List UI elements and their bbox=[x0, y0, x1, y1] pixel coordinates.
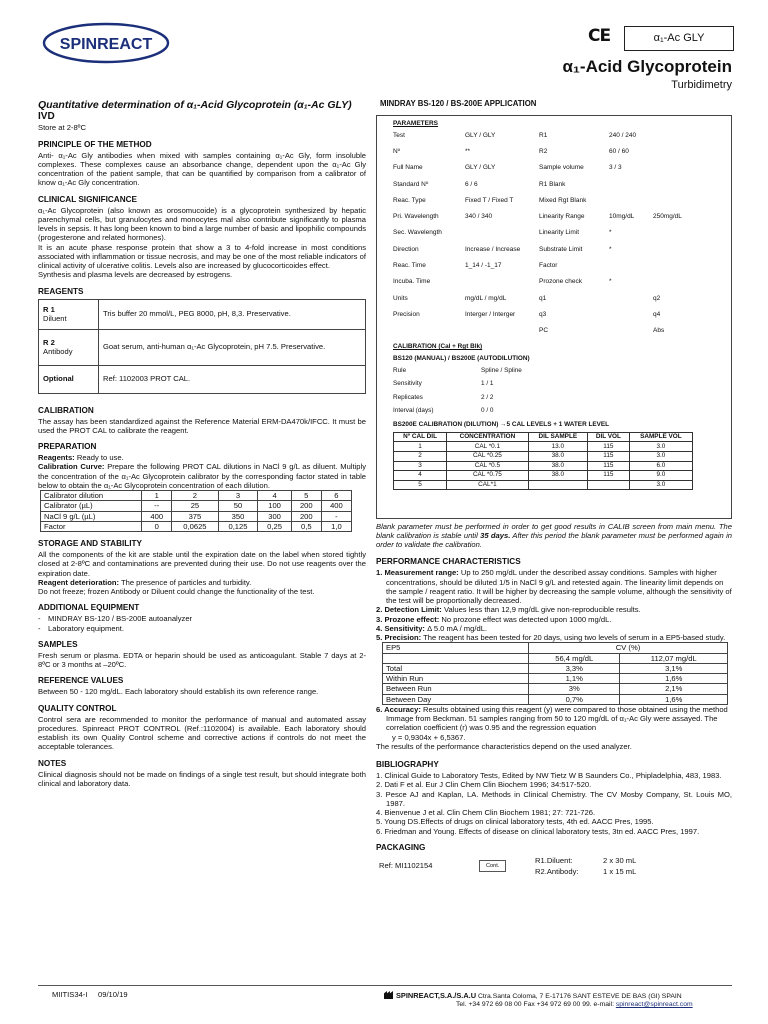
cv-cell: 2,1% bbox=[620, 684, 728, 694]
parameters-heading: PARAMETERS bbox=[393, 119, 439, 127]
blank-note-text: Blank parameter must be performed in order to get good results in CALIB screen from main menu. The blank calibration is stable until bbox=[376, 521, 732, 540]
reagent-name: Diluent bbox=[43, 314, 67, 323]
list-item: 6. Friedman and Young. Effects of disease on clinical laboratory tests, 3tn ed. AACC Pres, 1997. bbox=[376, 826, 700, 836]
cal-dil-cell: 6.0 bbox=[629, 461, 692, 471]
packaging-cont: Cont. bbox=[479, 860, 506, 873]
cal-value: Spline / Spline bbox=[481, 366, 522, 374]
param-cell: Pri. Wavelength bbox=[393, 213, 439, 221]
list-item: - Laboratory equipment. bbox=[38, 624, 366, 633]
reagents-heading: REAGENTS bbox=[38, 286, 84, 296]
footer-reference: MIITIS34-I 09/10/19 bbox=[52, 990, 128, 999]
company-contact: Tel. +34 972 69 08 00 Fax +34 972 69 00 99. e-mail: bbox=[456, 1001, 616, 1009]
cal-dil-cell: CAL *0.1 bbox=[447, 442, 529, 452]
regression-equation: y = 0,9304x + 6,5367. bbox=[392, 732, 466, 742]
packaging-qty: 1 x 15 mL bbox=[603, 867, 637, 876]
cv-cell: 3% bbox=[529, 684, 620, 694]
product-code-box bbox=[624, 26, 734, 51]
perf-label: 5. Precision: bbox=[376, 633, 422, 642]
equipment-heading: ADDITIONAL EQUIPMENT bbox=[38, 603, 140, 613]
precision-table bbox=[382, 642, 728, 705]
dil-cell: 350 bbox=[218, 511, 258, 521]
table-row bbox=[394, 451, 693, 461]
list-item bbox=[376, 624, 732, 633]
param-cell: q4 bbox=[653, 310, 661, 318]
accuracy-list bbox=[376, 705, 732, 733]
cal-label: Interval (days) bbox=[393, 407, 434, 415]
param-cell: 60 / 60 bbox=[609, 147, 629, 155]
cal-dil-cell: 3.0 bbox=[629, 480, 692, 490]
freeze-text: Do not freeze; frozen Antibody or Diluent could change the functionality of the test. bbox=[38, 587, 315, 596]
param-cell bbox=[653, 176, 725, 192]
reagent-desc: Goat serum, anti-human α₁-Ac Glycoprotein, pH 7.5. Preservative. bbox=[99, 329, 366, 365]
svg-text:SPINREACT: SPINREACT bbox=[59, 36, 153, 53]
cv-cell: 1,6% bbox=[620, 694, 728, 704]
cal-dil-cell bbox=[528, 480, 587, 490]
product-code: α₁-Ac GLY bbox=[653, 31, 705, 44]
dil-cell: 0,0625 bbox=[172, 521, 218, 531]
performance-list bbox=[376, 568, 732, 642]
cv-cell: 0,7% bbox=[529, 694, 620, 704]
dil-cell: 375 bbox=[172, 511, 218, 521]
cal-dil-cell: 3.0 bbox=[629, 451, 692, 461]
list-item: 1. Clinical Guide to Laboratory Tests, Edited by NW Tietz W B Saunders Co., Phipladelphia, 483, 1983. bbox=[376, 771, 722, 780]
param-cell bbox=[609, 258, 653, 274]
reagent-code: R 2 bbox=[43, 337, 55, 347]
cv-sub: 112,07 mg/dL bbox=[620, 653, 728, 663]
param-cell: Abs bbox=[653, 327, 665, 335]
cv-cell: Between Day bbox=[383, 694, 529, 704]
packaging-table bbox=[376, 855, 716, 878]
dil-cell: 0 bbox=[142, 521, 172, 531]
cv-cell: Total bbox=[383, 663, 529, 673]
param-cell: PC bbox=[539, 327, 549, 335]
clinical-text-2: It is an acute phase response protein that show a 3 to 4-fold increase in most conditions associated with inflammation or tissue necrosis, and may be one of the most reliable indicators of clinical activity of ulcerative colitis. Levels also are increased by glucocorticoides effect. bbox=[38, 242, 366, 270]
param-cell: Sample volume bbox=[539, 164, 584, 172]
accuracy-text: Results obtained using this reagent (y) were compared to those obtained using the method Immage from Beckman. 51 samples ranging from 50 to 120 mg/dL of α₁-Ac Gly were assayed. The correlation coefficient (r) was 0.95 and the regression equation bbox=[386, 704, 728, 733]
param-cell bbox=[393, 323, 465, 339]
parameters-table bbox=[393, 127, 725, 339]
table-row bbox=[393, 160, 725, 176]
cal-dil-cell: 1 bbox=[394, 442, 447, 452]
clinical-heading: CLINICAL SIGNIFICANCE bbox=[38, 194, 138, 204]
cal-dil-cell: CAL*1 bbox=[447, 480, 529, 490]
cal-dil-cell: 4 bbox=[394, 471, 447, 481]
cal-dil-cell: DIL SAMPLE bbox=[528, 432, 587, 442]
dil-cell: 3 bbox=[218, 491, 258, 501]
list-item: 4. Bienvenue J et al. Clin Chem Clin Biochem 1981; 27: 721-726. bbox=[376, 808, 596, 817]
packaging-heading: PACKAGING bbox=[376, 842, 426, 852]
cv-head: EP5 bbox=[383, 643, 529, 653]
dil-cell: -- bbox=[142, 501, 172, 511]
param-cell: q3 bbox=[539, 310, 547, 318]
param-cell bbox=[653, 144, 725, 160]
param-cell bbox=[465, 225, 539, 241]
right-column bbox=[376, 99, 732, 877]
dil-cell: 400 bbox=[321, 501, 351, 511]
cal-value: 2 / 2 bbox=[481, 393, 494, 401]
param-cell bbox=[609, 193, 653, 209]
company-email[interactable]: spinreact@spinreact.com bbox=[615, 1001, 693, 1009]
param-cell: Interger / Interger bbox=[465, 310, 516, 318]
param-cell: 6 / 6 bbox=[465, 180, 478, 188]
prep-curve-text: Prepare the following PROT CAL dilutions in NaCl 9 g/L as diluent. Multiply the concentration of the α₁-Ac Glycoprotein calibrator by the corresponding factor stated in table below to obtain the α₁-Ac Glycoprotein concentration of each dilution. bbox=[38, 462, 366, 490]
cal-dil-cell: 115 bbox=[588, 451, 630, 461]
notes-heading: NOTES bbox=[38, 758, 67, 768]
param-cell bbox=[653, 160, 725, 176]
dil-cell: 300 bbox=[258, 511, 291, 521]
dil-cell: 4 bbox=[258, 491, 291, 501]
cal-dil-cell: 38.0 bbox=[528, 471, 587, 481]
param-cell: GLY / GLY bbox=[465, 164, 496, 172]
cal-label: Rule bbox=[393, 366, 407, 374]
perf-label: 4. Sensitivity: bbox=[376, 623, 425, 633]
param-cell: Mixed Rgt Blank bbox=[539, 196, 587, 204]
table-row bbox=[394, 432, 693, 442]
list-item: - MINDRAY BS-120 / BS-200E autoanalyzer bbox=[38, 614, 366, 623]
param-cell bbox=[653, 225, 725, 241]
application-heading: MINDRAY BS-120 / BS-200E APPLICATION bbox=[380, 99, 537, 108]
calibration-dilution-table bbox=[393, 432, 693, 491]
param-cell: R1 Blank bbox=[539, 180, 566, 188]
dil-cell: 0,5 bbox=[291, 521, 321, 531]
param-cell: 3 / 3 bbox=[609, 164, 622, 172]
param-cell bbox=[609, 176, 653, 192]
cal-value: 1 / 1 bbox=[481, 380, 494, 388]
param-cell: 340 / 340 bbox=[465, 213, 493, 221]
dil-cell: 200 bbox=[291, 511, 321, 521]
reagent-code: R 1 bbox=[43, 304, 55, 314]
cal-dil-cell: CAL *0.5 bbox=[447, 461, 529, 471]
dil-cell: - bbox=[321, 511, 351, 521]
list-item bbox=[376, 605, 732, 614]
parameters-box bbox=[376, 115, 732, 519]
samples-heading: SAMPLES bbox=[38, 639, 78, 649]
deterioration-label: Reagent deterioration: bbox=[38, 577, 120, 587]
param-cell: 250mg/dL bbox=[653, 213, 682, 221]
param-cell: Standard Nº bbox=[393, 180, 429, 188]
param-cell bbox=[609, 307, 653, 323]
table-row bbox=[383, 674, 728, 684]
preparation-heading: PREPARATION bbox=[38, 442, 97, 451]
param-cell: Incuba. Time bbox=[393, 278, 431, 286]
notes-text: Clinical diagnosis should not be made on findings of a single test result, but should integrate both clinical and laboratory data. bbox=[38, 769, 366, 788]
footer-rule bbox=[38, 985, 732, 986]
table-row bbox=[41, 491, 352, 501]
list-item: 2. Dati F et al. Eur J Clin Chem Clin Biochem 1996; 34:517-520. bbox=[376, 780, 592, 790]
table-row bbox=[393, 242, 725, 258]
table-row bbox=[383, 694, 728, 704]
performance-heading: PERFORMANCE CHARACTERISTICS bbox=[376, 557, 521, 567]
list-item bbox=[376, 568, 732, 605]
param-cell: q2 bbox=[653, 294, 661, 302]
calibration-text: The assay has been standardized against the Reference Material ERM-DA470k/IFCC. It must be used the PROT CAL to calibrate the reagent. bbox=[38, 416, 366, 435]
table-row bbox=[393, 391, 593, 405]
lead-heading: Quantitative determination of α₁-Acid Glycoprotein (α₁-Ac GLY) bbox=[38, 99, 352, 111]
packaging-ref: Ref: MI1102154 bbox=[379, 861, 433, 871]
perf-text: Up to 250 mg/dL under the described assay conditions. Samples with higher concentrations, should be diluted 1/5 in NaCl 9 g/L and retested again. The linearity limit depends on the sample / reagent ratio. It will be higher by decreasing the sample volume, although the sensitivity of the test will be proportionally decreased. bbox=[386, 568, 732, 605]
perf-text: Δ 5.0 mA / mg/dL. bbox=[424, 623, 488, 633]
cv-sub bbox=[383, 653, 529, 663]
packaging-qty: 2 x 30 mL bbox=[603, 855, 637, 865]
equipment-list bbox=[38, 614, 366, 633]
param-cell: Reac. Time bbox=[393, 261, 426, 269]
param-cell: R2 bbox=[539, 147, 548, 155]
table-row bbox=[393, 323, 725, 339]
qc-heading: QUALITY CONTROL bbox=[38, 703, 117, 713]
dil-cell: 25 bbox=[172, 501, 218, 511]
cal-dil-cell: 38.0 bbox=[528, 461, 587, 471]
param-cell bbox=[609, 290, 653, 306]
table-row bbox=[393, 176, 725, 192]
reagent-code: Optional bbox=[43, 374, 74, 384]
principle-text: Anti- α₁-Ac Gly antibodies when mixed with samples containing α₁-Ac Gly, form insoluble complexes. These complexes cause an absorbance change, dependent upon the α₁-Ac Gly concentration of the patient sample, that can be quantified by comparison from a calibrator of know α₁-Ac Gly concentration. bbox=[38, 150, 366, 188]
calibration-box-heading: CALIBRATION (Cal + Rgt Blk) bbox=[393, 343, 483, 351]
cv-cell: Between Run bbox=[383, 684, 529, 694]
table-row bbox=[393, 404, 593, 418]
table-row bbox=[393, 307, 725, 323]
cal-dil-cell: 3 bbox=[394, 461, 447, 471]
cal-label: Replicates bbox=[393, 393, 423, 401]
document-title: α₁-Acid Glycoprotein bbox=[562, 57, 732, 76]
reagent-name: Antibody bbox=[43, 347, 73, 356]
cal-dil-cell: 5 bbox=[394, 480, 447, 490]
dil-cell: 5 bbox=[291, 491, 321, 501]
table-row bbox=[393, 364, 593, 378]
param-cell: Direction bbox=[393, 245, 419, 253]
performance-note: The results of the performance characteristics depend on the used analyzer. bbox=[376, 741, 632, 751]
prep-reagents-text: Ready to use. bbox=[74, 453, 124, 462]
packaging-item: R1.Diluent: bbox=[535, 855, 573, 865]
table-row bbox=[394, 471, 693, 481]
cv-cell: 3,1% bbox=[620, 663, 728, 673]
param-cell bbox=[653, 242, 725, 258]
param-cell: ** bbox=[465, 147, 471, 155]
factory-icon bbox=[384, 991, 393, 999]
reference-heading: REFERENCE VALUES bbox=[38, 676, 124, 686]
table-row bbox=[393, 274, 725, 290]
perf-text: Values less than 12,9 mg/dL give non-reproducible results. bbox=[441, 605, 641, 615]
table-row bbox=[41, 501, 352, 511]
table-row bbox=[393, 144, 725, 160]
cal-dil-cell: 38.0 bbox=[528, 451, 587, 461]
cv-cell: 1,6% bbox=[620, 674, 728, 684]
dil-cell: 1 bbox=[142, 491, 172, 501]
table-row bbox=[393, 127, 725, 143]
table-row bbox=[383, 663, 728, 673]
qc-text: Control sera are recommended to monitor the performance of manual and automated assay procedures. Spinreact PROT CONTROL (Ref.:1102004) is available. Each laboratory should establish its own Quality Control scheme and corrective actions if controls do not meet the acceptable tolerances. bbox=[38, 714, 366, 752]
samples-text: Fresh serum or plasma. EDTA or heparin should be used as anticoagulant. Stable 7 days at 2-8ºC or 3 months at –20ºC. bbox=[38, 650, 366, 669]
table-row bbox=[41, 521, 352, 531]
list-item: 5. Young DS.Effects of drugs on clinical laboratory tests, 4th ed. AACC Pres, 1995. bbox=[376, 817, 654, 827]
perf-label: 2. Detection Limit: bbox=[376, 605, 442, 615]
storage-temp: Store at 2-8ºC bbox=[38, 123, 86, 133]
calibration-heading: CALIBRATION bbox=[38, 405, 94, 415]
dil-cell: 6 bbox=[321, 491, 351, 501]
company-address: Ctra.Santa Coloma, 7 E-17176 SANT ESTEVE DE BAS (GI) SPAIN bbox=[476, 993, 682, 1000]
cal-dil-cell: CONCENTRATION bbox=[447, 432, 529, 442]
accuracy-label: 6. Accuracy: bbox=[376, 704, 421, 714]
table-row bbox=[393, 258, 725, 274]
param-cell: Precision bbox=[393, 310, 420, 318]
param-cell: Full Name bbox=[393, 164, 423, 172]
param-cell: Linearity Limit bbox=[539, 229, 580, 237]
perf-text: No prozone effect was detected upon 1000 mg/dL. bbox=[439, 614, 612, 624]
dil-cell: 1,0 bbox=[321, 521, 351, 531]
param-cell bbox=[465, 323, 539, 339]
cv-cell: Within Run bbox=[383, 674, 529, 684]
dil-cell: 0,125 bbox=[218, 521, 258, 531]
reagent-desc: Tris buffer 20 mmol/L, PEG 8000, pH, 8,3. Preservative. bbox=[99, 299, 366, 329]
dil-cell: 0,25 bbox=[258, 521, 291, 531]
document-subtitle: Turbidimetry bbox=[671, 79, 732, 91]
param-cell bbox=[465, 274, 539, 290]
list-item: 3. Pesce AJ and Kaplan, LA. Methods in Clinical Chemistry. The CV Mosby Company, St. Louis MO, 1987. bbox=[376, 789, 732, 808]
footer-company bbox=[384, 991, 693, 1010]
dil-cell: NaCl 9 g/L (µL) bbox=[41, 511, 142, 521]
list-item bbox=[376, 705, 732, 733]
param-cell: Substrate Limit bbox=[539, 245, 583, 253]
dil-cell: 400 bbox=[142, 511, 172, 521]
spinreact-logo bbox=[42, 22, 170, 64]
dil-cell: 2 bbox=[172, 491, 218, 501]
bibliography-heading: BIBLIOGRAPHY bbox=[376, 760, 439, 769]
param-cell: * bbox=[609, 278, 612, 286]
table-row bbox=[393, 377, 593, 391]
param-cell bbox=[609, 323, 653, 339]
perf-label: 1. Measurement range: bbox=[376, 568, 459, 578]
param-cell: GLY / GLY bbox=[465, 131, 496, 139]
cal-dil-cell: 13.0 bbox=[528, 442, 587, 452]
cal-dil-cell: 2 bbox=[394, 451, 447, 461]
table-row bbox=[39, 299, 366, 329]
left-column bbox=[38, 99, 366, 788]
blank-note-text-2: After this period the blank parameter must be performed again in order to validate the calibration. bbox=[376, 530, 732, 549]
cal-dil-cell bbox=[588, 480, 630, 490]
param-cell: R1 bbox=[539, 131, 548, 139]
ce-mark: CE bbox=[588, 26, 611, 46]
param-cell: Linearity Range bbox=[539, 213, 585, 221]
cal-dil-cell: DIL VOL bbox=[588, 432, 630, 442]
table-row bbox=[376, 855, 716, 866]
perf-label: 3. Prozone effect: bbox=[376, 614, 440, 624]
table-row bbox=[39, 365, 366, 393]
param-cell: Test bbox=[393, 131, 405, 139]
list-item bbox=[376, 633, 732, 642]
table-row bbox=[39, 329, 366, 365]
param-cell: * bbox=[609, 229, 612, 237]
param-cell: 10mg/dL bbox=[609, 213, 635, 221]
cal-dil-cell: SAMPLE VOL bbox=[629, 432, 692, 442]
table-row bbox=[394, 461, 693, 471]
table-row bbox=[41, 511, 352, 521]
dil-cell: 100 bbox=[258, 501, 291, 511]
dil-cell: Factor bbox=[41, 521, 142, 531]
cal-dil-cell: CAL *0.25 bbox=[447, 451, 529, 461]
param-cell: Sec. Wavelength bbox=[393, 229, 442, 237]
cv-sub: 56,4 mg/dL bbox=[529, 653, 620, 663]
deterioration-text: The presence of particles and turbidity. bbox=[119, 577, 252, 587]
table-row bbox=[393, 209, 725, 225]
list-item bbox=[376, 615, 732, 624]
cv-head: CV (%) bbox=[529, 643, 728, 653]
cal-dil-cell: 115 bbox=[588, 461, 630, 471]
param-cell: 1_14 / -1_17 bbox=[465, 261, 502, 269]
cal-dil-cell: CAL *0.75 bbox=[447, 471, 529, 481]
dil-cell: Calibrator (µL) bbox=[41, 501, 142, 511]
dil-cell: Calibrator dilution bbox=[41, 491, 142, 501]
cal-dil-cell: 115 bbox=[588, 442, 630, 452]
reagents-table bbox=[38, 299, 366, 394]
reagent-desc: Ref: 1102003 PROT CAL. bbox=[99, 365, 366, 393]
cal-value: 0 / 0 bbox=[481, 407, 494, 415]
principle-heading: PRINCIPLE OF THE METHOD bbox=[38, 139, 152, 149]
clinical-text-1: α₁-Ac Glycoprotein (also known as orosomucoide) is a glycoprotein synthesized by hepatic parenchymal cells, but granulocytes and monocytes mal also contribute significantly to plasma levels in sepsis. It has long been known to bind a large number of basic and lipophilic compounds (progesterone and related hormones). bbox=[38, 205, 366, 243]
param-cell: Reac. Type bbox=[393, 196, 426, 204]
param-cell: * bbox=[609, 245, 612, 253]
param-cell: 240 / 240 bbox=[609, 131, 637, 139]
cal-label: Sensitivity bbox=[393, 380, 422, 388]
cv-cell: 1,1% bbox=[529, 674, 620, 684]
reference-text: Between 50 - 120 mg/dL. Each laboratory should establish its own reference range. bbox=[38, 687, 319, 697]
storage-heading: STORAGE AND STABILITY bbox=[38, 539, 143, 548]
param-cell bbox=[653, 258, 725, 274]
cv-cell: 3,3% bbox=[529, 663, 620, 673]
bibliography-list bbox=[376, 771, 732, 836]
prep-reagents-label: Reagents: bbox=[38, 453, 75, 462]
cal-dil-cell: 9.0 bbox=[629, 471, 692, 481]
param-cell: Units bbox=[393, 294, 408, 302]
calibration-dilution-heading: BS200E CALIBRATION (DILUTION) →5 CAL LEVELS + 1 WATER LEVEL bbox=[393, 420, 610, 428]
param-cell: q1 bbox=[539, 294, 547, 302]
table-row bbox=[393, 290, 725, 306]
clinical-text-3: Synthesis and plasma levels are decreased by estrogens. bbox=[38, 270, 233, 280]
param-cell: Nº bbox=[393, 147, 401, 155]
table-row bbox=[393, 225, 725, 241]
calibration-box-subheading: BS120 (MANUAL) / BS200E (AUTODILUTION) bbox=[393, 355, 530, 363]
param-cell: Factor bbox=[539, 261, 558, 269]
table-row bbox=[383, 643, 728, 653]
param-cell: Prozone check bbox=[539, 278, 582, 286]
calibration-rules-table bbox=[393, 364, 593, 418]
table-row bbox=[383, 684, 728, 694]
dil-cell: 200 bbox=[291, 501, 321, 511]
param-cell bbox=[653, 193, 725, 209]
company-name: SPINREACT,S.A./S.A.U bbox=[396, 991, 477, 1000]
param-cell bbox=[653, 127, 725, 143]
table-row bbox=[383, 653, 728, 663]
blank-note-days: 35 days. bbox=[480, 530, 511, 540]
cal-dil-cell: 3.0 bbox=[629, 442, 692, 452]
table-row bbox=[393, 193, 725, 209]
param-cell: Fixed T / Fixed T bbox=[465, 196, 514, 204]
dilution-table bbox=[40, 490, 352, 532]
storage-text: All the components of the kit are stable until the expiration date on the label when stored tightly closed at 2-8ºC and contaminations are prevented during their use. Do not use reagents over the expiration date. bbox=[38, 550, 366, 578]
packaging-item: R2.Antibody: bbox=[535, 867, 579, 876]
table-row bbox=[394, 480, 693, 490]
ivd-label: IVD bbox=[38, 111, 55, 123]
prep-curve-label: Calibration Curve: bbox=[38, 462, 105, 472]
dil-cell: 50 bbox=[218, 501, 258, 511]
param-cell: Increase / Increase bbox=[465, 245, 521, 253]
perf-text: The reagent has been tested for 20 days, using two levels of serum in a EP5-based study. bbox=[421, 633, 726, 642]
table-row bbox=[394, 442, 693, 452]
param-cell bbox=[653, 274, 725, 290]
cal-dil-cell: Nº CAL DIL bbox=[394, 432, 447, 442]
cal-dil-cell: 115 bbox=[588, 471, 630, 481]
param-cell: mg/dL / mg/dL bbox=[465, 294, 507, 302]
